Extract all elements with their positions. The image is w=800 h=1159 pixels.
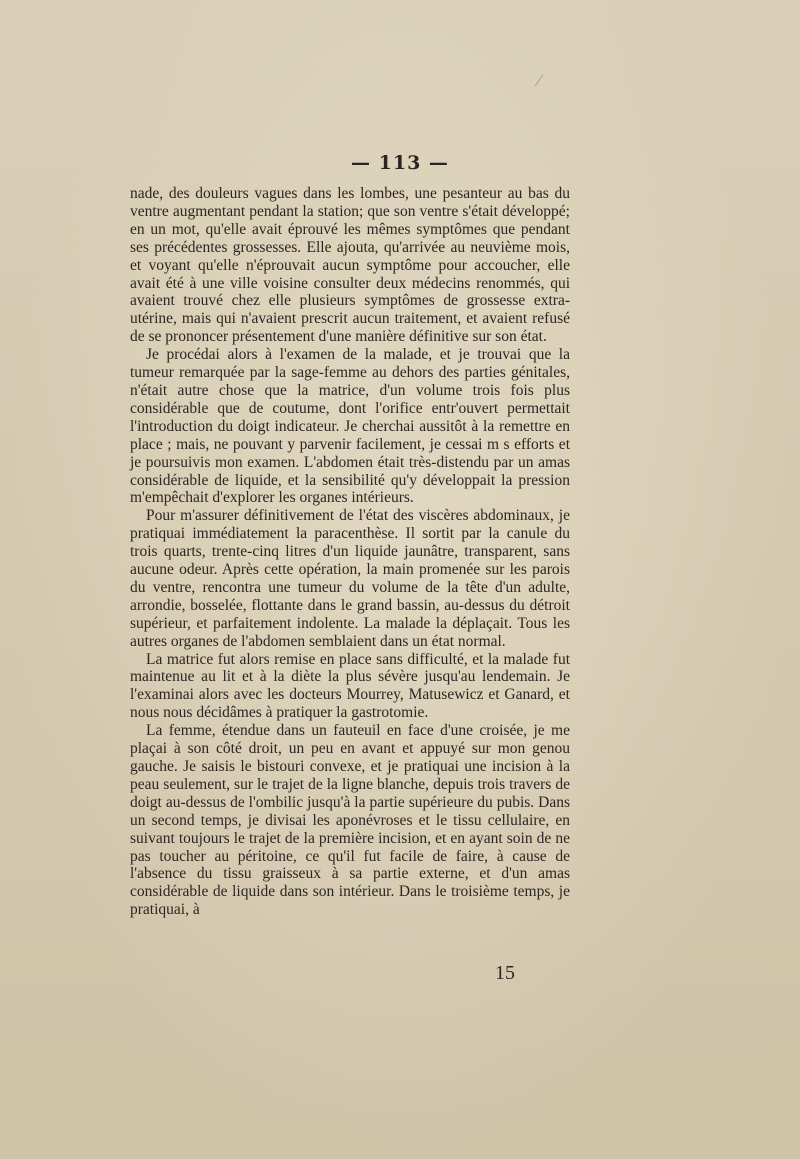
paragraph-3: Pour m'assurer définitivement de l'état des viscères abdominaux, je pratiquai immédiatement la paracenthèse. Il sortit par la canule du trois quarts, trente-cinq litres d'un liquide jaunâtre, transparent, sans aucune odeur. Après cette opération, la main promenée sur les parois du ventre, rencontra une tumeur du volume de la tête d'un adulte, arrondie, bosselée, flottante dans le grand bassin, au-dessus du détroit supérieur, et parfaitement indolente. La malade la déplaçait. Tous les autres organes de l'abdomen semblaient dans un état normal.: [130, 507, 570, 650]
paragraph-1: nade, des douleurs vagues dans les lombes, une pesanteur au bas du ventre augmentant pendant la station; que son ventre s'était développé; en un mot, qu'elle avait éprouvé les mêmes symptômes que pendant ses précédentes grossesses. Elle ajouta, qu'arrivée au neuvième mois, et voyant qu'elle n'éprouvait aucun symptôme pour accoucher, elle avait été à une ville voisine consulter deux médecins renommés, qui avaient trouvé chez elle plusieurs symptômes de grossesse extra-utérine, mais qui n'avaient prescrit aucun traitement, et avaient refusé de se prononcer présentement d'une manière définitive sur son état.: [130, 185, 570, 346]
paragraph-4: La matrice fut alors remise en place sans difficulté, et la malade fut maintenue au lit et à la diète la plus sévère jusqu'au lendemain. Je l'examinai alors avec les docteurs Mourrey, Matusewicz et Ganard, et nous nous décidâmes à pratiquer la gastrotomie.: [130, 650, 570, 722]
paragraph-2: Je procédai alors à l'examen de la malade, et je trouvai que la tumeur remarquée par la sage-femme au dehors des parties génitales, n'était autre chose que la matrice, d'un volume trois fois plus considérable que de coutume, dont l'orifice entr'ouvert permettait l'introduction du doigt indicateur. Je cherchai aussitôt à la remettre en place ; mais, ne pouvant y parvenir facilement, je cessai m s efforts et je poursuivis mon examen. L'abdomen était très-distendu par un amas considérable de liquide, et la sensibilité qu'y développait la pression m'empêchait d'explorer les organes intérieurs.: [130, 346, 570, 507]
paragraph-5: La femme, étendue dans un fauteuil en face d'une croisée, je me plaçai à son côté droit, un peu en avant et appuyé sur mon genou gauche. Je saisis le bistouri convexe, et je pratiquai une incision à la peau seulement, sur le trajet de la ligne blanche, depuis trois travers de doigt au-dessus de l'ombilic jusqu'à la partie supérieure du pubis. Dans un second temps, je divisai les aponévroses et le tissu cellulaire, en suivant toujours le trajet de la première incision, et en ayant soin de ne pas toucher au péritoine, ce qu'il fut facile de faire, à cause de l'absence du tissu graisseux à sa partie externe, et d'un amas considérable de liquide dans son intérieur. Dans le troisième temps, je pratiquai, à: [130, 722, 570, 919]
signature-mark: 15: [495, 962, 515, 984]
body-text: [130, 185, 570, 919]
pencil-mark: [535, 74, 544, 86]
page-number-header: — 113 —: [351, 152, 449, 174]
